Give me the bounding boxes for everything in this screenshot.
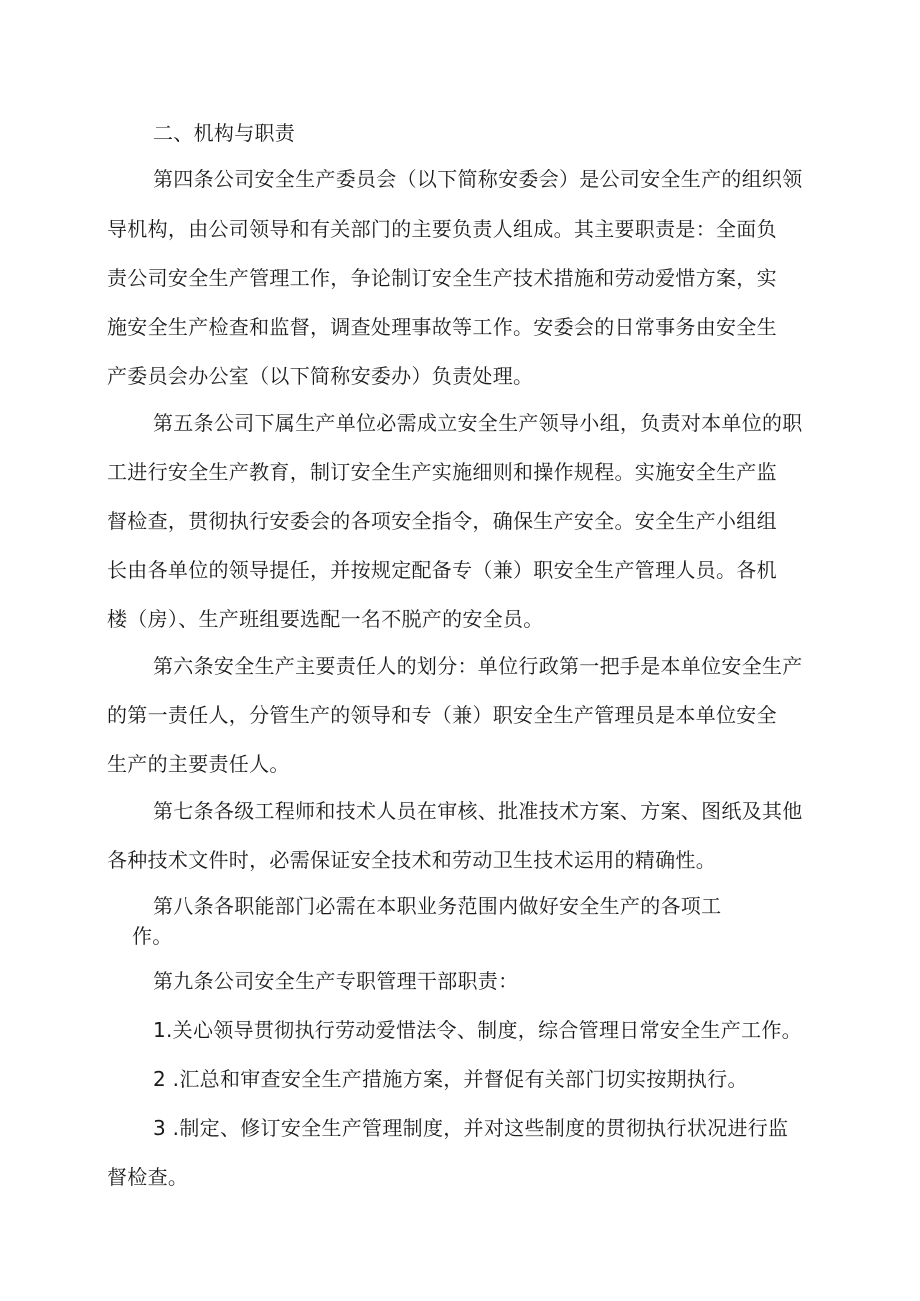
article-5-line-5: 楼（房）、生产班组要选配一名不脱产的安全员。 bbox=[107, 607, 544, 631]
article-6-line-3: 生产的主要责任人。 bbox=[107, 752, 290, 776]
article-4-line-4: 施安全生产检查和监督，调查处理事故等工作。安委会的日常事务由安全生 bbox=[107, 315, 777, 339]
article-5-line-2: 工进行安全生产教育，制订安全生产实施细则和操作规程。实施安全生产监 bbox=[107, 460, 777, 484]
article-5-line-3: 督检查，贯彻执行安委会的各项安全指令，确保生产安全。安全生产小组组 bbox=[107, 509, 777, 533]
article-5-line-4: 长由各单位的领导提任，并按规定配备专（兼）职安全生产管理人员。各机 bbox=[107, 558, 777, 582]
article-5-line-1: 第五条公司下属生产单位必需成立安全生产领导小组，负责对本单位的职 bbox=[153, 411, 803, 435]
section-heading: 二、机构与职责 bbox=[153, 121, 296, 145]
article-4-line-1: 第四条公司安全生产委员会（以下简称安委会）是公司安全生产的组织领 bbox=[153, 167, 803, 191]
article-6-line-1: 第六条安全生产主要责任人的划分：单位行政第一把手是本单位安全生产 bbox=[153, 654, 803, 678]
article-6-line-2: 的第一责任人，分管生产的领导和专（兼）职安全生产管理员是本单位安全 bbox=[107, 703, 777, 727]
article-9-item-2: 2 .汇总和审查安全生产措施方案，并督促有关部门切实按期执行。 bbox=[153, 1067, 748, 1091]
article-9-item-3-line-1: 3 .制定、修订安全生产管理制度，并对这些制度的贯彻执行状况进行监 bbox=[153, 1116, 789, 1140]
article-7-line-1: 第七条各级工程师和技术人员在审核、批准技术方案、方案、图纸及其他 bbox=[153, 799, 803, 823]
article-9-item-1: 1.关心领导贯彻执行劳动爱惜法令、制度，综合管理日常安全生产工作。 bbox=[153, 1018, 802, 1042]
article-4-line-2: 导机构，由公司领导和有关部门的主要负责人组成。其主要职责是：全面负 bbox=[107, 217, 777, 241]
article-8-line-1: 第八条各职能部门必需在本职业务范围内做好安全生产的各项工 bbox=[153, 894, 722, 918]
article-4-line-3: 责公司安全生产管理工作，争论制订安全生产技术措施和劳动爱惜方案，实 bbox=[107, 266, 777, 290]
article-9-heading: 第九条公司安全生产专职管理干部职责： bbox=[153, 969, 519, 993]
article-9-item-3-line-2: 督检查。 bbox=[107, 1165, 189, 1189]
article-7-line-2: 各种技术文件时，必需保证安全技术和劳动卫生技术运用的精确性。 bbox=[107, 848, 716, 872]
article-4-line-5: 产委员会办公室（以下简称安委办）负责处理。 bbox=[107, 364, 534, 388]
article-8-line-2: 作。 bbox=[132, 924, 173, 948]
